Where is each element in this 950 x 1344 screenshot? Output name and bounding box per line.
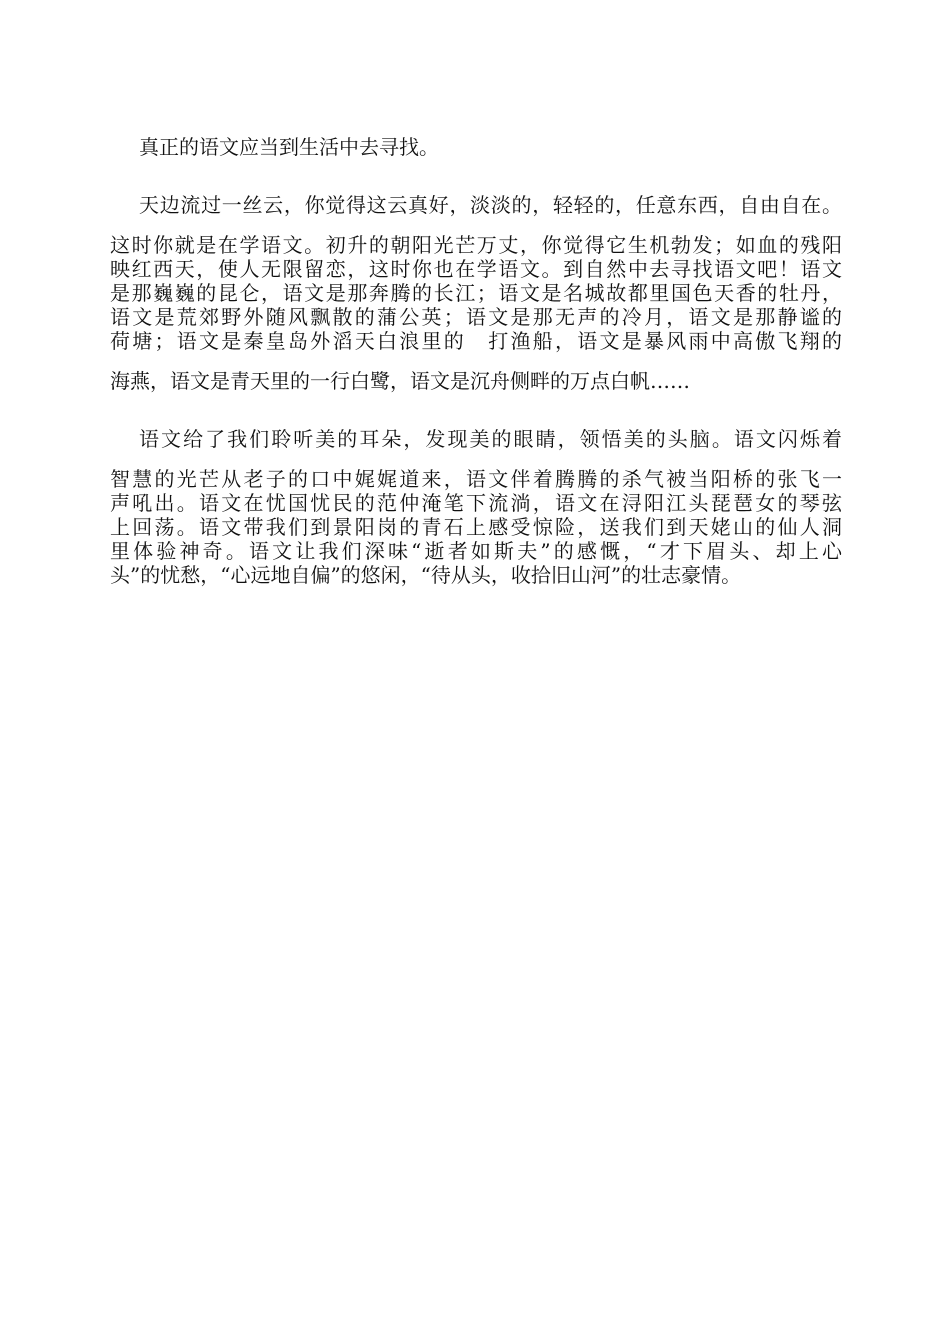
paragraph-3 (110, 427, 842, 587)
paragraph-2-line-6: 荷塘；语文是秦皇岛外滔天白浪里的 打渔船，语文是暴风雨中高傲飞翔的 (110, 329, 842, 353)
paragraph-3-line-4: 上回荡。语文带我们到景阳岗的青石上感受惊险，送我们到天姥山的仙人洞 (110, 515, 842, 539)
paragraph-2-line-2: 这时你就是在学语文。初升的朝阳光芒万丈，你觉得它生机勃发；如血的残阳 (110, 233, 842, 257)
paragraph-2-line-3: 映红西天，使人无限留恋，这时你也在学语文。到自然中去寻找语文吧！语文 (110, 257, 842, 281)
paragraph-3-line-2: 智慧的光芒从老子的口中娓娓道来，语文伴着腾腾的杀气被当阳桥的张飞一 (110, 467, 842, 491)
paragraph-2-line-4: 是那巍巍的昆仑，语文是那奔腾的长江；语文是名城故都里国色天香的牡丹， (110, 281, 842, 305)
document-body (110, 135, 842, 587)
paragraph-2-line-1: 天边流过一丝云，你觉得这云真好，淡淡的，轻轻的，任意东西，自由自在。 (139, 193, 842, 217)
paragraph-3-line-3: 声吼出。语文在忧国忧民的范仲淹笔下流淌，语文在浔阳江头琵琶女的琴弦 (110, 491, 842, 515)
paragraph-2-line-7: 海燕，语文是青天里的一行白鹭，语文是沉舟侧畔的万点白帆…… (110, 369, 690, 393)
paragraph-3-line-6: 头”的忧愁，“心远地自偏”的悠闲，“待从头，收拾旧山河”的壮志豪情。 (110, 563, 742, 587)
paragraph-2 (110, 193, 842, 393)
paragraph-3-line-1: 语文给了我们聆听美的耳朵，发现美的眼睛，领悟美的头脑。语文闪烁着 (139, 427, 842, 451)
paragraph-2-line-5: 语文是荒郊野外随风飘散的蒲公英；语文是那无声的冷月，语文是那静谧的 (110, 305, 842, 329)
paragraph-3-line-5: 里体验神奇。语文让我们深味“逝者如斯夫”的感慨，“才下眉头、却上心 (110, 539, 842, 563)
paragraph-1-line-1: 真正的语文应当到生活中去寻找。 (139, 135, 439, 159)
